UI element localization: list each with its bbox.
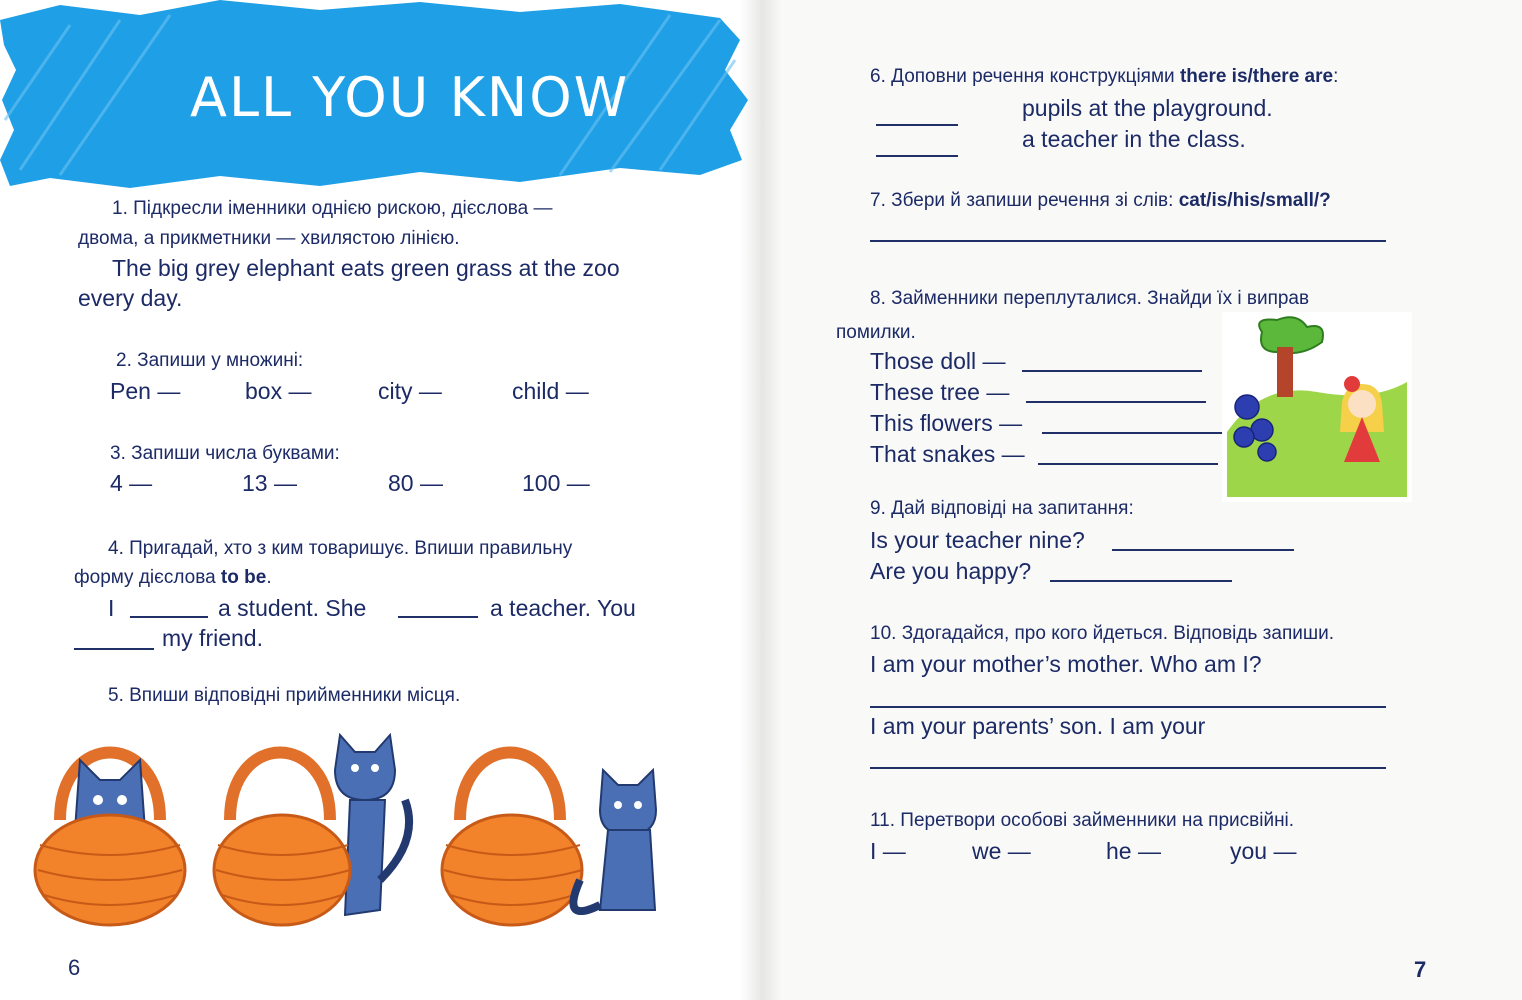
ex4-text-i: I (108, 595, 115, 621)
ex9-question-2: Are you happy? (870, 558, 1032, 584)
ex9-instruction: 9. Дай відповіді на запитання: (870, 498, 1134, 519)
ex8-blank-1[interactable] (1022, 370, 1202, 372)
ex11-instruction: 11. Перетвори особові займенники на присвійні. (870, 810, 1295, 831)
ex3-number-4: 4 — (110, 470, 153, 496)
ex1-instruction-line2: двома, а прикметники — хвилястою лінією. (78, 228, 460, 249)
ex5-instruction: 5. Впиши відповідні прийменники місця. (108, 685, 461, 706)
ex8-blank-4[interactable] (1038, 463, 1218, 465)
ex6-sentence-1: pupils at the playground. (1022, 95, 1273, 121)
ex10-sentence-2: I am your parents’ son. I am your (870, 713, 1206, 739)
ex7-answer-line[interactable] (870, 240, 1386, 242)
basket-cat-behind-illustration (210, 730, 420, 930)
ex2-instruction: 2. Запиши у множині: (116, 350, 304, 371)
ex4-blank-3[interactable] (74, 648, 154, 650)
ex1-instruction-line1: 1. Підкресли іменники однією рискою, дієслова — (112, 198, 553, 219)
ex8-blank-3[interactable] (1042, 432, 1222, 434)
ex2-word-city: city — (378, 378, 442, 404)
ex4-instruction-line2: форму дієслова to be. (74, 567, 272, 588)
ex4-blank-1[interactable] (130, 616, 208, 618)
ex11-word-he: he — (1106, 838, 1161, 864)
ex8-blank-2[interactable] (1026, 401, 1206, 403)
ex8-item-4: That snakes — (870, 441, 1025, 467)
ex8-item-1: Those doll — (870, 348, 1006, 374)
ex11-word-you: you — (1230, 838, 1297, 864)
girl-tree-flowers-illustration (1222, 312, 1412, 502)
ex9-question-1: Is your teacher nine? (870, 527, 1085, 553)
ex8-item-2: These tree — (870, 379, 1010, 405)
ex8-instruction-line2: помилки. (836, 322, 916, 343)
ex8-instruction-line1: 8. Займенники переплуталися. Знайди їх і виправ (870, 288, 1310, 309)
ex4-text-student: a student. She (218, 595, 367, 621)
ex3-number-13: 13 — (242, 470, 297, 496)
ex7-instruction: 7. Збери й запиши речення зі слів: cat/is/his/small/? (870, 190, 1331, 211)
ex10-answer-1[interactable] (870, 706, 1386, 708)
ex3-number-100: 100 — (522, 470, 590, 496)
ex8-item-3: This flowers — (870, 410, 1023, 436)
ex6-blank-1[interactable] (876, 124, 958, 126)
ex9-answer-1[interactable] (1112, 549, 1294, 551)
ex6-sentence-2: a teacher in the class. (1022, 126, 1246, 152)
ex1-sentence-line2: every day. (78, 285, 183, 311)
ex10-answer-2[interactable] (870, 767, 1386, 769)
ex6-blank-2[interactable] (876, 155, 958, 157)
basket-cat-beside-illustration (440, 730, 680, 930)
ex10-instruction: 10. Здогадайся, про кого йдеться. Відповідь запиши. (870, 623, 1334, 644)
ex11-word-we: we — (972, 838, 1031, 864)
title-banner (0, 0, 750, 190)
banner-title: ALL YOU KNOW (190, 66, 630, 129)
ex4-text-friend: my friend. (162, 625, 263, 651)
ex11-word-i: I — (870, 838, 906, 864)
ex4-text-teacher: a teacher. You (490, 595, 636, 621)
ex2-word-child: child — (512, 378, 589, 404)
basket-cat-in-illustration (30, 730, 190, 930)
page-number-left: 6 (68, 955, 81, 980)
page-number-right: 7 (1414, 957, 1427, 982)
ex2-word-box: box — (245, 378, 312, 404)
ex1-sentence-line1: The big grey elephant eats green grass at the zoo (112, 255, 620, 281)
ex4-instruction-line1: 4. Пригадай, хто з ким товаришує. Впиши правильну (108, 538, 573, 559)
ex2-word-pen: Pen — (110, 378, 181, 404)
ex6-instruction: 6. Доповни речення конструкціями there is/there are: (870, 66, 1339, 87)
ex10-sentence-1: I am your mother’s mother. Who am I? (870, 651, 1262, 677)
ex4-blank-2[interactable] (398, 616, 478, 618)
ex3-number-80: 80 — (388, 470, 443, 496)
ex3-instruction: 3. Запиши числа буквами: (110, 443, 340, 464)
ex9-answer-2[interactable] (1050, 580, 1232, 582)
